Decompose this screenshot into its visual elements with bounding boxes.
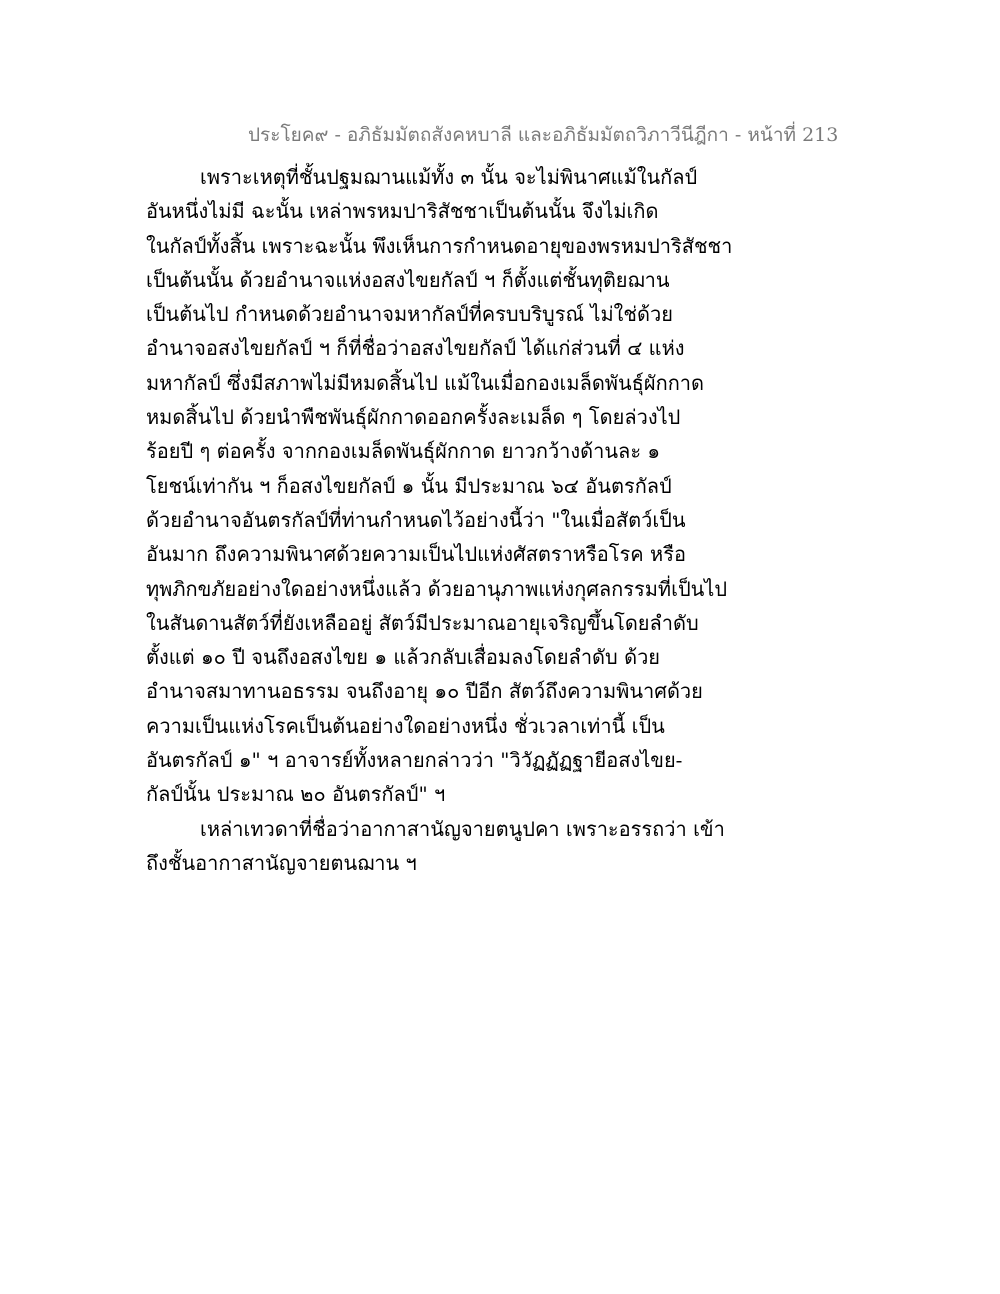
text-line: ในสันดานสัตว์ที่ยังเหลืออยู่ สัตว์มีประมาณอายุเจริญขึ้นโดยลำดับ <box>146 610 699 635</box>
text-line: เพราะเหตุที่ชั้นปฐมฌานแม้ทั้ง ๓ นั้น จะไม่พินาศแม้ในกัลป์ <box>200 165 698 189</box>
text-line: อันมาก ถึงความพินาศด้วยความเป็นไปแห่งศัสตราหรือโรค หรือ <box>146 542 686 567</box>
running-header: ประโยค๙ - อภิธัมมัตถสังคหบาลี และอภิธัมมัตถวิภาวีนีฎีกา - หน้าที่ 213 <box>248 124 839 146</box>
text-line: อำนาจอสงไขยกัลป์ ฯ ก็ที่ชื่อว่าอสงไขยกัลป์ ได้แก่ส่วนที่ ๔ แห่ง <box>146 336 685 361</box>
text-line: เหล่าเทวดาที่ชื่อว่าอากาสานัญจายตนูปคา เพราะอรรถว่า เข้า <box>200 816 725 841</box>
text-line: โยชน์เท่ากัน ฯ ก็อสงไขยกัลป์ ๑ นั้น มีประมาณ ๖๔ อันตรกัลป์ <box>146 473 672 498</box>
text-line: ร้อยปี ๆ ต่อครั้ง จากกองเมล็ดพันธุ์ผักกาด ยาวกว้างด้านละ ๑ <box>146 439 661 464</box>
text-line: อำนาจสมาทานอธรรม จนถึงอายุ ๑๐ ปีอีก สัตว์ถึงความพินาศด้วย <box>146 679 703 704</box>
text-line: เป็นต้นนั้น ด้วยอำนาจแห่งอสงไขยกัลป์ ฯ ก็ตั้งแต่ชั้นทุติยฌาน <box>146 267 670 292</box>
text-line: หมดสิ้นไป ด้วยนำพืชพันธุ์ผักกาดออกครั้งละเมล็ด ๆ โดยล่วงไป <box>146 405 681 430</box>
text-line: ถึงชั้นอากาสานัญจายตนฌาน ฯ <box>146 850 417 875</box>
text-line: เป็นต้นไป กำหนดด้วยอำนาจมหากัลป์ที่ครบบริบูรณ์ ไม่ใช่ด้วย <box>146 302 673 327</box>
body-text <box>146 160 733 880</box>
text-line: ด้วยอำนาจอันตรกัลป์ที่ท่านกำหนดไว้อย่างนี้ว่า "ในเมื่อสัตว์เป็น <box>146 507 686 532</box>
text-line: ความเป็นแห่งโรคเป็นต้นอย่างใดอย่างหนึ่ง ชั่วเวลาเท่านี้ เป็น <box>146 713 665 738</box>
text-line: อันหนึ่งไม่มี ฉะนั้น เหล่าพรหมปาริสัชชาเป็นต้นนั้น จึงไม่เกิด <box>146 199 659 224</box>
text-line: อันตรกัลป์ ๑" ฯ อาจารย์ทั้งหลายกล่าวว่า "วิวัฏฏัฏฐายีอสงไขย- <box>146 748 683 773</box>
text-line: ทุพภิกขภัยอย่างใดอย่างหนึ่งแล้ว ด้วยอานุภาพแห่งกุศลกรรมที่เป็นไป <box>146 576 728 601</box>
paragraph-2 <box>146 812 725 881</box>
text-line: กัลป์นั้น ประมาณ ๒๐ อันตรกัลป์" ฯ <box>146 782 446 807</box>
text-line: ในกัลป์ทั้งสิ้น เพราะฉะนั้น พึงเห็นการกำหนดอายุของพรหมปาริสัชชา <box>146 233 733 258</box>
paragraph-1 <box>146 160 733 812</box>
text-line: ตั้งแต่ ๑๐ ปี จนถึงอสงไขย ๑ แล้วกลับเสื่อมลงโดยลำดับ ด้วย <box>146 645 661 670</box>
text-line: มหากัลป์ ซึ่งมีสภาพไม่มีหมดสิ้นไป แม้ในเมื่อกองเมล็ดพันธุ์ผักกาด <box>146 370 705 395</box>
